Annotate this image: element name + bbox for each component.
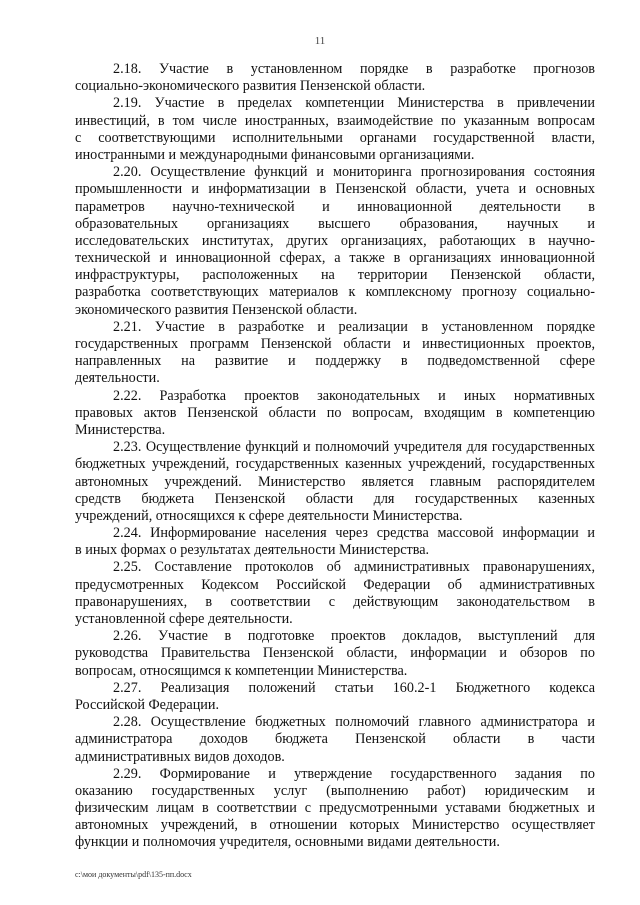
page-number: 11 — [314, 35, 326, 47]
paragraph-line: 2.19. Участие в пределах компетенции Министерства в привлечении — [113, 95, 595, 112]
paragraph-line: автономных учреждений. Министерство является главным распорядителем — [75, 473, 595, 490]
paragraph-line: 2.18. Участие в установленном порядке в разработке прогнозов — [113, 61, 595, 77]
paragraph — [75, 628, 595, 680]
paragraph-line: 2.24. Информирование населения через средства массовой информации и — [113, 525, 595, 542]
paragraph-line: 2.29. Формирование и утверждение государственного задания по — [113, 765, 595, 782]
paragraph — [75, 680, 595, 714]
paragraph-line: государственных программ Пензенской области и инвестиционных проектов, — [75, 336, 595, 352]
paragraph — [75, 439, 595, 525]
paragraph-line: 2.20. Осуществление функций и мониторинга прогнозирования состояния — [113, 164, 595, 181]
paragraph-line: направленных на развитие и поддержку в подведомственной сфере — [75, 353, 595, 370]
paragraph-line: физическим лицам в соответствии с предусмотренными уставами бюджетных и — [75, 800, 595, 817]
paragraph-line: административных видов доходов. — [75, 748, 285, 765]
paragraph-line: 2.21. Участие в разработке и реализации в установленном порядке — [113, 318, 595, 335]
paragraph-line: инфраструктуры, расположенных на территории Пензенской области, — [75, 267, 595, 284]
paragraph-line: 2.26. Участие в подготовке проектов докладов, выступлений для — [113, 628, 595, 645]
paragraph — [75, 95, 595, 164]
paragraph-line: руководства Правительства Пензенской области, информации и обзоров по — [75, 645, 595, 662]
paragraph-line: промышленности и информатизации в Пензенской области, учета и основных — [75, 181, 595, 198]
paragraph — [75, 766, 595, 852]
paragraph-line: 2.22. Разработка проектов законодательных и иных нормативных — [113, 387, 595, 404]
paragraph-line: параметров научно-технической и инновационной деятельности в — [75, 198, 595, 215]
paragraph — [75, 164, 595, 319]
paragraph-line: образовательных организациях высшего образования, научных и — [75, 215, 595, 232]
paragraph-line: инвестиций, в том числе иностранных, взаимодействие по указанным вопросам — [75, 112, 595, 129]
paragraph-line: 2.27. Реализация положений статьи 160.2-1 Бюджетного кодекса — [113, 679, 595, 696]
document-body — [75, 61, 595, 852]
paragraph-line: исследовательских институтах, других организациях, работающих в научно- — [75, 232, 595, 249]
paragraph-line: экономического развития Пензенской области. — [75, 301, 358, 318]
paragraph-line: администратора доходов бюджета Пензенской области в части — [75, 731, 595, 748]
paragraph-line: оказанию государственных услуг (выполнению работ) юридическим и — [75, 782, 595, 799]
paragraph-line: социально-экономического развития Пензенской области. — [75, 78, 426, 95]
paragraph-line: правовых актов Пензенской области по вопросам, входящим в компетенцию — [75, 404, 595, 421]
paragraph-line: 2.28. Осуществление бюджетных полномочий главного администратора и — [113, 714, 595, 731]
paragraph-line: технической и инновационной сферах, а также в организациях инновационной — [75, 250, 595, 267]
paragraph-line: 2.25. Составление протоколов об административных правонарушениях, — [113, 559, 595, 576]
paragraph — [75, 559, 595, 628]
paragraph-line: учреждений, относящихся к сфере деятельности Министерства. — [75, 507, 463, 524]
footer-file-path: c:\мои документы\pdf\135-пп.docx — [75, 870, 192, 879]
paragraph-line: бюджетных учреждений, государственных казенных учреждений, государственных — [75, 456, 595, 473]
paragraph — [75, 388, 595, 440]
paragraph-line: функции и полномочия учредителя, основными видами деятельности. — [75, 834, 500, 851]
paragraph-line: вопросам, относящимся к компетенции Министерства. — [75, 662, 408, 679]
paragraph — [75, 714, 595, 766]
paragraph-line: с соответствующими исполнительными органами государственной власти, — [75, 129, 595, 146]
paragraph — [75, 525, 595, 559]
paragraph-line: иностранными и международными финансовыми организациями. — [75, 146, 475, 163]
paragraph-line: Министерства. — [75, 421, 166, 438]
paragraph-line: средств бюджета Пензенской области для государственных казенных — [75, 490, 595, 507]
paragraph-line: установленной сфере деятельности. — [75, 611, 293, 627]
paragraph-line: предусмотренных Кодексом Российской Федерации об административных — [75, 576, 595, 593]
paragraph — [75, 61, 595, 95]
paragraph-line: 2.23. Осуществление функций и полномочий учредителя для государственных — [113, 439, 595, 456]
paragraph-line: деятельности. — [75, 370, 160, 387]
paragraph-line: разработка соответствующих материалов к комплексному прогнозу социально- — [75, 284, 595, 301]
paragraph — [75, 319, 595, 388]
paragraph-line: в иных формах о результатах деятельности Министерства. — [75, 542, 430, 559]
paragraph-line: правонарушениях, в соответствии с действующим законодательством в — [75, 593, 595, 610]
paragraph-line: автономных учреждений, в отношении которых Министерство осуществляет — [75, 817, 595, 834]
paragraph-line: Российской Федерации. — [75, 696, 220, 713]
